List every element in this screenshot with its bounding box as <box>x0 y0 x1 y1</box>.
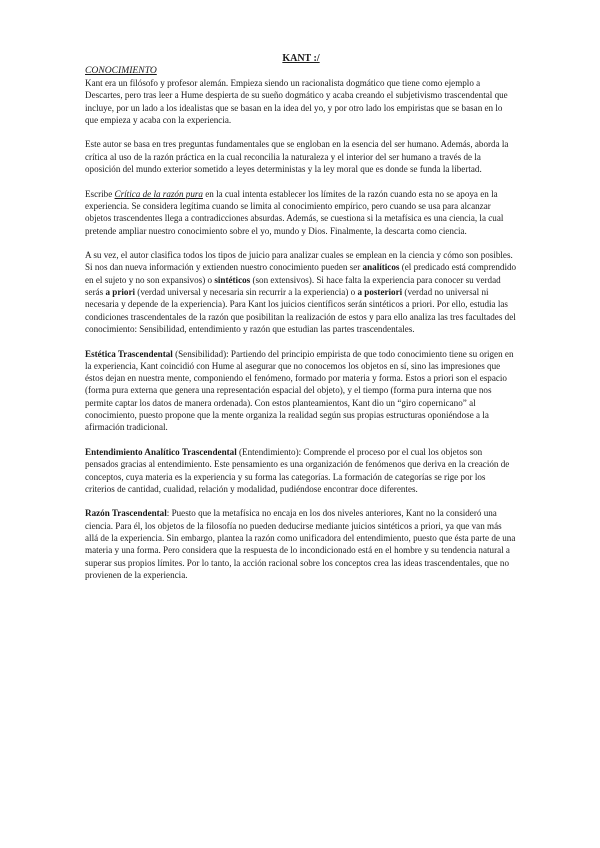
paragraph-critique <box>85 188 517 237</box>
term-analiticos: analíticos <box>362 262 400 273</box>
section-heading: CONOCIMIENTO <box>85 65 157 76</box>
paragraph-intro <box>85 77 517 126</box>
paragraph-text: (son extensivos). Si hace falta la experiencia para conocer su verdad serás <box>85 274 501 298</box>
paragraph-estetica <box>85 348 517 434</box>
paragraph-text: Escribe <box>85 188 115 199</box>
term-sinteticos: sintéticos <box>214 274 251 285</box>
paragraph-text: (el predicado está comprendido en el sujeto y no son expansivos) o <box>85 262 517 285</box>
paragraph-text: en la cual intenta establecer los límites de la razón cuando esta no se apoya en la experiencia. Se considera legítima cuando se limita al conocimiento empírico, pero cuando se usa para alcanzar objetos trascendentes llega a contradicciones absurdas. Además, se cuestiona si la metafísica es una ciencia, la cual pretende ampliar nuestro conocimiento sobre el yo, mundo y Dios. Finalmente, la descarta como ciencia. <box>85 188 504 236</box>
paragraph-entendimiento <box>85 446 517 495</box>
subsection-heading: Estética Trascendental <box>85 348 173 359</box>
term-a-priori: a priori <box>105 287 136 298</box>
paragraph-text: (Sensibilidad): Partiendo del principio empirista de que todo conocimiento tiene su origen en la experiencia, Kant coincidió con Hume al asegurar que no conocemos los objetos en sí, sino las impresiones que éstos dejan en nuestra mente, componiendo el fenómeno, formado por materia y forma. Estos a priori son el espacio (forma pura externa que genera una representación espacial del objeto), y el tiempo (forma pura interna que nos permite captar los datos de manera ordenada). Con estos planteamientos, Kant dio un “giro copernicano” al conocimiento, puesto propone que la mente organiza la realidad según sus propias estructuras oponiéndose a la afirmación tradicional. <box>85 348 514 433</box>
paragraph-text: Este autor se basa en tres preguntas fundamentales que se engloban en la esencia del ser humano. Además, aborda la crítica al uso de la razón práctica en la cual reconcilia la naturaleza y el interior del ser humano a través de la oposición del mundo exterior sometido a leyes deterministas y la ley moral que es donde se funda la libertad. <box>85 139 509 175</box>
document-body <box>85 52 517 593</box>
subsection-heading: Entendimiento Analítico Trascendental <box>85 446 237 457</box>
paragraph-text: (verdad no universal ni necesaria y depende de la experiencia). Para Kant los juicios científicos serán sintéticos a priori. Por ello, estudia las condiciones trascendentales de la razón que posibilitan la realización de estos y para ello analiza las tres facultades del conocimiento: Sensibilidad, entendimiento y razón que estudian las partes trascendentales. <box>85 287 516 334</box>
paragraph-questions <box>85 138 517 175</box>
page-title: KANT :/ <box>282 53 320 64</box>
subsection-heading: Razón Trascendental <box>85 508 167 519</box>
book-title: Crítica de la razón pura <box>114 188 203 199</box>
paragraph-text: (verdad universal y necesaria sin recurrir a la experiencia) o <box>135 287 358 298</box>
term-a-posteriori: a posteriori <box>357 287 403 298</box>
paragraph-text: : Puesto que la metafísica no encaja en los dos niveles anteriores, Kant no la consideró una ciencia. Para él, los objetos de la filosofía no pueden deducirse mediante juicios sintéticos a priori, ya que van más allá de la experiencia. Sin embargo, plantea la razón como unificadora del entendimiento, puesto que ésta parte de una materia y una forma. Pero considera que la respuesta de lo incondicionado está en el hombre y su tendencia natural a superar sus propios límites. Por lo tanto, la acción racional sobre los conceptos crea las ideas trascendentales, que no provienen de la experiencia. <box>85 508 516 580</box>
paragraph-judgments <box>85 249 517 335</box>
paragraph-razon <box>85 507 517 581</box>
paragraph-text: (Entendimiento): Comprende el proceso por el cual los objetos son pensados gracias al entendimiento. Este pensamiento es una organización de fenómenos que deriva en la creación de conceptos, cuya materia es la experiencia y su forma las categorías. La formación de categorías se rige por los criterios de cantidad, cualidad, relación y modalidad, pudiéndose encontrar doce diferentes. <box>85 446 510 494</box>
paragraph-text: Kant era un filósofo y profesor alemán. Empieza siendo un racionalista dogmático que tiene como ejemplo a Descartes, pero tras leer a Hume despierta de su sueño dogmático y acaba creando el subjetivismo trascendental que incluye, por un lado a los idealistas que se basan en la idea del yo, y por otro lado los empiristas que se basan en lo que empieza y acaba con la experiencia. <box>85 78 508 125</box>
paragraph-text: A su vez, el autor clasifica todos los tipos de juicio para analizar cuales se emplean en la ciencia y cómo son posibles. Si nos dan nueva información y extienden nuestro conocimiento pueden ser <box>85 250 513 273</box>
